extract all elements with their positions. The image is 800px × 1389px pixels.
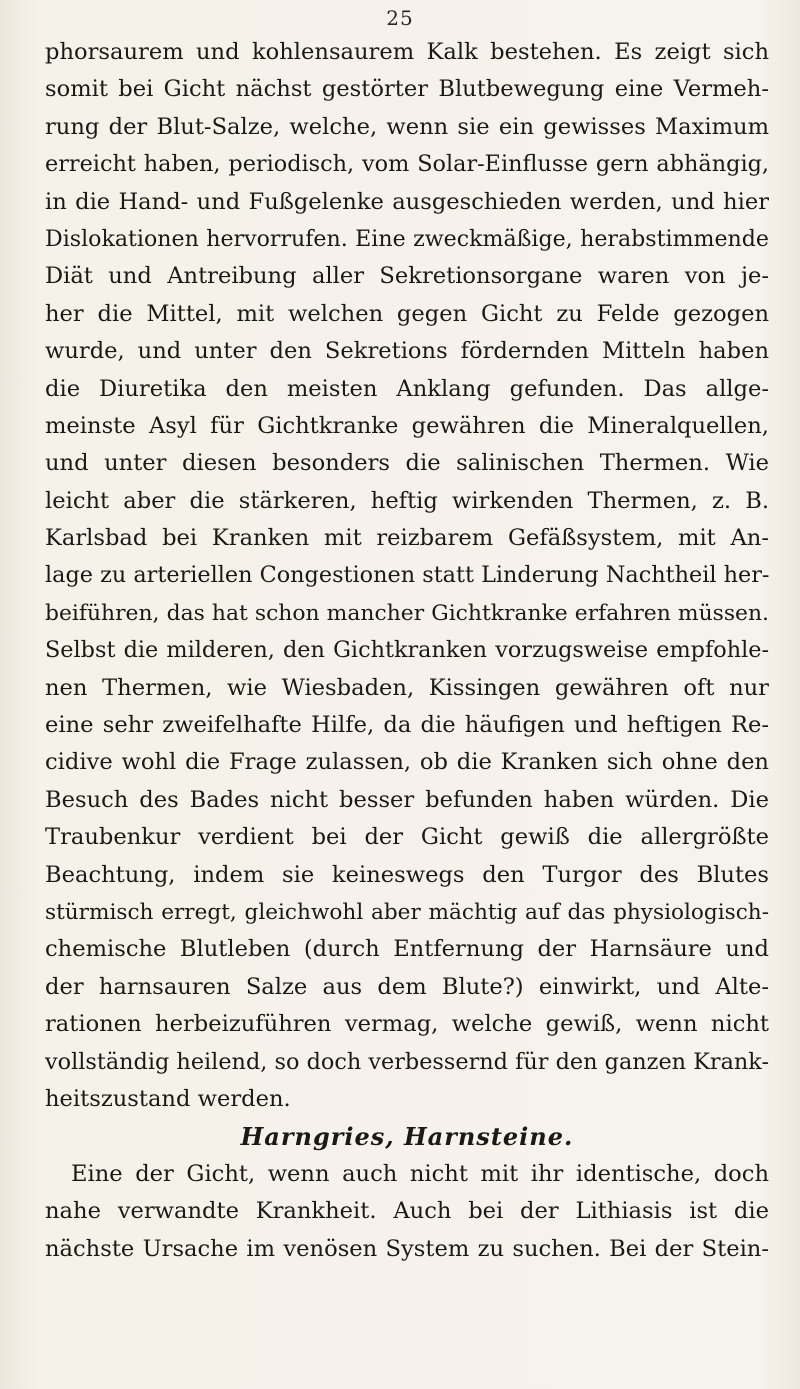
text-line: phorsaurem und kohlensaurem Kalk bestehen. Es zeigt sich bbox=[45, 39, 769, 65]
text-line: Beachtung, indem sie keineswegs den Turgor des Blutes bbox=[45, 861, 769, 888]
text-line: nächste Ursache im venösen System zu suchen. Bei der Stein- bbox=[45, 1235, 769, 1262]
text-line: nen Thermen, wie Wiesbaden, Kissingen gewähren oft nur bbox=[45, 674, 769, 701]
paragraph-harngries bbox=[45, 1156, 769, 1268]
text-line: vollständig heilend, so doch verbessernd für den ganzen Krank- bbox=[45, 1048, 769, 1075]
text-line: die Diuretika den meisten Anklang gefunden. Das allge- bbox=[45, 375, 769, 402]
text-line: leicht aber die stärkeren, heftig wirkenden Thermen, z. B. bbox=[45, 487, 769, 514]
text-line: Traubenkur verdient bei der Gicht gewiß die allergrößte bbox=[45, 824, 769, 851]
text-line: rationen herbeizuführen vermag, welche gewiß, wenn nicht bbox=[45, 1011, 769, 1038]
text-line: erreicht haben, periodisch, vom Solar-Einflusse gern abhängig, bbox=[45, 151, 769, 178]
section-heading: Harngries, Harnsteine. bbox=[240, 1122, 574, 1152]
text-line: her die Mittel, mit welchen gegen Gicht zu Felde gezogen bbox=[45, 300, 769, 327]
text-line: chemische Blutleben (durch Entfernung der Harnsäure und bbox=[45, 936, 769, 963]
text-line: Selbst die milderen, den Gichtkranken vorzugsweise empfohle- bbox=[45, 637, 769, 664]
text-line: Karlsbad bei Kranken mit reizbarem Gefäßsystem, mit An- bbox=[45, 525, 769, 552]
text-line: nahe verwandte Krankheit. Auch bei der Lithiasis ist die bbox=[45, 1198, 769, 1225]
text-line: Besuch des Bades nicht besser befunden haben würden. Die bbox=[45, 786, 769, 813]
text-line: Dislokationen hervorrufen. Eine zweckmäßige, herabstimmende bbox=[45, 225, 769, 252]
text-line: Diät und Antreibung aller Sekretionsorgane waren von je- bbox=[45, 263, 769, 290]
text-line: und unter diesen besonders die salinischen Thermen. Wie bbox=[45, 450, 769, 477]
text-line: der harnsauren Salze aus dem Blute?) einwirkt, und Alte- bbox=[45, 973, 769, 1000]
text-line: eine sehr zweifelhafte Hilfe, da die häufigen und heftigen Re- bbox=[45, 712, 769, 739]
text-line: Eine der Gicht, wenn auch nicht mit ihr identische, doch bbox=[71, 1160, 769, 1187]
text-line: wurde, und unter den Sekretions fördernden Mitteln haben bbox=[45, 338, 769, 365]
text-line: cidive wohl die Frage zulassen, ob die Kranken sich ohne den bbox=[45, 749, 769, 776]
text-line: lage zu arteriellen Congestionen statt Linderung Nachtheil her- bbox=[45, 562, 769, 589]
paragraph-gicht bbox=[45, 34, 769, 1118]
text-line: heitszustand werden. bbox=[45, 1085, 291, 1112]
body-text bbox=[45, 34, 769, 1268]
text-line: stürmisch erregt, gleichwohl aber mächtig auf das physiologisch- bbox=[45, 899, 769, 925]
text-line: somit bei Gicht nächst gestörter Blutbewegung eine Vermeh- bbox=[45, 76, 769, 103]
text-line: in die Hand- und Fußgelenke ausgeschieden werden, und hier bbox=[45, 188, 769, 215]
page-number: 25 bbox=[386, 6, 414, 30]
text-line: beiführen, das hat schon mancher Gichtkranke erfahren müssen. bbox=[45, 600, 769, 626]
text-line: rung der Blut-Salze, welche, wenn sie ein gewisses Maximum bbox=[45, 113, 769, 140]
text-line: meinste Asyl für Gichtkranke gewähren die Mineralquellen, bbox=[45, 412, 769, 439]
